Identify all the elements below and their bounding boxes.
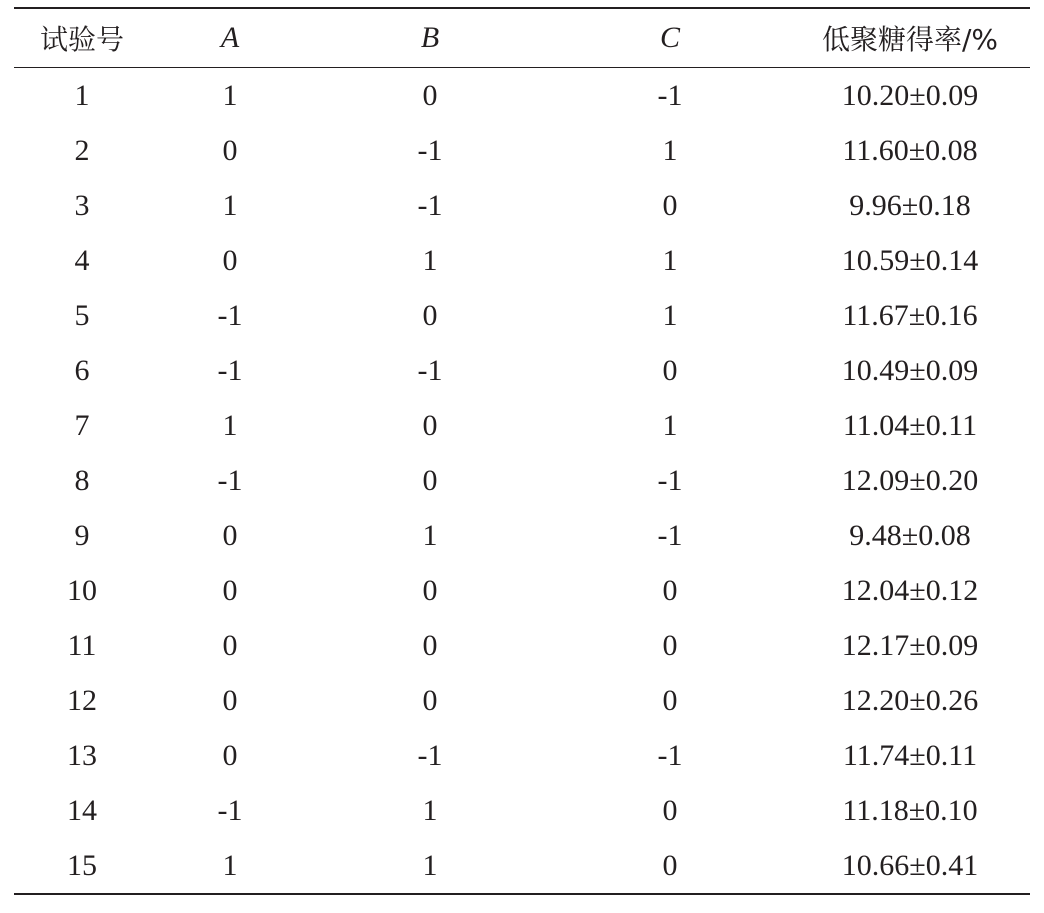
cell-trial-number: 11: [67, 628, 97, 662]
cell-factor-c: 0: [662, 353, 678, 387]
cell-trial-number: 1: [74, 78, 90, 112]
table-row: [14, 288, 1030, 343]
cell-yield: 10.66±0.41: [841, 848, 979, 882]
cell-factor-a: 0: [222, 243, 238, 277]
cell-factor-a: 0: [222, 133, 238, 167]
cell-trial-number: 12: [67, 683, 97, 717]
cell-yield: 12.04±0.12: [841, 573, 979, 607]
table-row: [14, 618, 1030, 673]
cell-yield: 11.74±0.11: [842, 738, 978, 772]
cell-yield: 11.04±0.11: [842, 408, 978, 442]
cell-factor-a: 1: [222, 408, 238, 442]
cell-trial-number: 9: [74, 518, 90, 552]
cell-factor-b: 1: [422, 243, 438, 277]
cell-trial-number: 13: [67, 738, 97, 772]
header-factor-c: C: [659, 21, 680, 54]
cell-trial-number: 6: [74, 353, 90, 387]
header-factor-a: A: [220, 21, 240, 54]
cell-factor-a: -1: [217, 353, 243, 387]
header-trial-number: 试验号: [39, 23, 124, 56]
cell-trial-number: 2: [74, 133, 90, 167]
results-table-container: [14, 7, 1030, 895]
cell-factor-a: 0: [222, 573, 238, 607]
cell-factor-b: -1: [417, 133, 443, 167]
cell-factor-b: -1: [417, 188, 443, 222]
table-row: [14, 508, 1030, 563]
cell-factor-a: -1: [217, 793, 243, 827]
table-body: [14, 68, 1030, 895]
cell-factor-c: 1: [662, 408, 678, 442]
header-row: [14, 8, 1030, 68]
cell-factor-c: 0: [662, 188, 678, 222]
cell-factor-a: 1: [222, 848, 238, 882]
cell-factor-a: 1: [222, 188, 238, 222]
cell-factor-a: 0: [222, 738, 238, 772]
table-row: [14, 838, 1030, 894]
cell-yield: 9.48±0.08: [849, 518, 971, 552]
header-yield: 低聚糖得率/%: [821, 23, 999, 56]
cell-factor-a: 0: [222, 518, 238, 552]
cell-factor-c: -1: [657, 518, 683, 552]
table-row: [14, 178, 1030, 233]
table-row: [14, 398, 1030, 453]
header-factor-b: B: [420, 21, 440, 54]
cell-yield: 11.60±0.08: [842, 133, 978, 167]
cell-trial-number: 5: [74, 298, 90, 332]
table-row: [14, 673, 1030, 728]
table-row: [14, 68, 1030, 124]
cell-factor-c: 1: [662, 298, 678, 332]
cell-factor-c: -1: [657, 463, 683, 497]
cell-yield: 12.20±0.26: [841, 683, 979, 717]
cell-trial-number: 15: [67, 848, 97, 882]
cell-trial-number: 10: [67, 573, 97, 607]
table-row: [14, 343, 1030, 398]
cell-factor-c: 0: [662, 628, 678, 662]
cell-factor-b: -1: [417, 738, 443, 772]
cell-factor-a: -1: [217, 463, 243, 497]
cell-factor-a: 1: [222, 78, 238, 112]
cell-factor-b: 1: [422, 793, 438, 827]
cell-trial-number: 8: [74, 463, 90, 497]
cell-factor-c: 0: [662, 848, 678, 882]
cell-factor-b: 0: [422, 408, 438, 442]
cell-yield: 11.67±0.16: [842, 298, 978, 332]
cell-factor-c: 1: [662, 133, 678, 167]
results-table: [14, 7, 1030, 895]
cell-factor-b: 1: [422, 848, 438, 882]
cell-yield: 10.20±0.09: [841, 78, 979, 112]
cell-trial-number: 14: [67, 793, 97, 827]
cell-yield: 9.96±0.18: [849, 188, 971, 222]
cell-yield: 10.49±0.09: [841, 353, 979, 387]
cell-trial-number: 3: [74, 188, 90, 222]
cell-factor-c: 0: [662, 683, 678, 717]
cell-factor-b: 1: [422, 518, 438, 552]
cell-factor-b: 0: [422, 463, 438, 497]
cell-factor-b: 0: [422, 573, 438, 607]
cell-factor-b: 0: [422, 683, 438, 717]
cell-factor-c: 1: [662, 243, 678, 277]
cell-yield: 12.09±0.20: [841, 463, 979, 497]
cell-trial-number: 4: [74, 243, 90, 277]
table-row: [14, 783, 1030, 838]
cell-factor-c: 0: [662, 793, 678, 827]
cell-factor-c: -1: [657, 78, 683, 112]
table-row: [14, 453, 1030, 508]
cell-factor-b: -1: [417, 353, 443, 387]
cell-yield: 12.17±0.09: [841, 628, 979, 662]
cell-factor-b: 0: [422, 298, 438, 332]
cell-factor-b: 0: [422, 628, 438, 662]
cell-factor-a: 0: [222, 628, 238, 662]
cell-factor-c: 0: [662, 573, 678, 607]
cell-trial-number: 7: [74, 408, 90, 442]
cell-factor-b: 0: [422, 78, 438, 112]
table-row: [14, 728, 1030, 783]
cell-yield: 11.18±0.10: [842, 793, 978, 827]
table-row: [14, 233, 1030, 288]
cell-factor-a: 0: [222, 683, 238, 717]
cell-factor-c: -1: [657, 738, 683, 772]
cell-factor-a: -1: [217, 298, 243, 332]
cell-yield: 10.59±0.14: [841, 243, 979, 277]
table-header: [14, 8, 1030, 68]
table-row: [14, 563, 1030, 618]
table-row: [14, 123, 1030, 178]
